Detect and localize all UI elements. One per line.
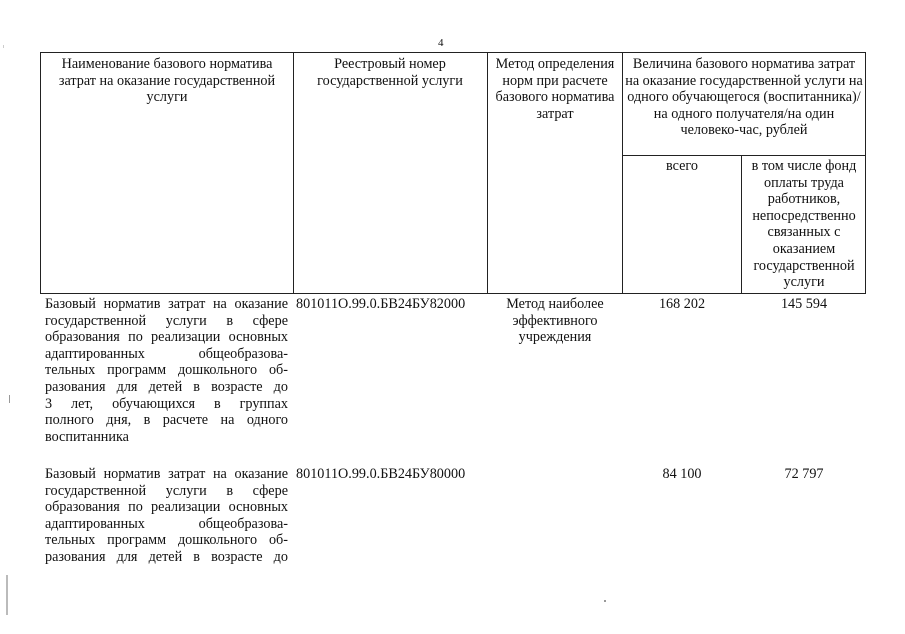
table-row-2-total: 84 100 — [662, 466, 702, 482]
header-bottom-border — [40, 293, 866, 294]
table-row-1-wage-fund: 145 594 — [780, 296, 828, 312]
scan-speck — [9, 395, 10, 403]
col-divider-3 — [622, 52, 623, 293]
table-right-border — [865, 52, 866, 293]
table-row-1-total: 168 202 — [658, 296, 706, 312]
col-divider-1 — [293, 52, 294, 293]
table-row-2-name: Базовый норматив затрат на оказание государственной услуги в сфере образования по реализации основных адаптированных общеобразова- тельных программ дошкольного об- разования для детей в возрасте до — [45, 466, 288, 565]
table-left-border — [40, 52, 41, 293]
table-row-1-registry: 801011О.99.0.БВ24БУ82000 — [296, 296, 466, 312]
subheader-divider — [622, 155, 866, 156]
table-row-1-method: Метод наиболее эффективного учреждения — [506, 296, 604, 346]
table-row-2-wage-fund: 72 797 — [784, 466, 824, 482]
page-number: 4 — [438, 37, 444, 49]
header-registry-number: Реестровый номер государственной услуги — [317, 56, 463, 89]
header-norm-value: Величина базового норматива затрат на оказание государственной услуги на одного обучающегося (воспитанника)/на одного получателя/на один человеко-час, рублей — [625, 56, 863, 139]
scan-speck — [604, 600, 606, 602]
table-row-2-registry: 801011О.99.0.БВ24БУ80000 — [296, 466, 466, 482]
scan-speck — [3, 45, 4, 48]
header-wage-fund: в том числе фонд оплаты труда работников, непосредственно связанных с оказанием государственной услуги — [751, 158, 857, 291]
header-total: всего — [666, 158, 698, 174]
header-method: Метод определения норм при расчете базового норматива затрат — [495, 56, 615, 122]
table-row-1-name: Базовый норматив затрат на оказание государственной услуги в сфере образования по реализации основных адаптированных общеобразова- тельных программ дошкольного об- разования для детей в возрасте до 3 лет, обучающихся в группах полного дня, в расчете на одного воспитанника — [45, 296, 288, 445]
header-service-name: Наименование базового норматива затрат на оказание государственной услуги — [58, 56, 276, 106]
col-divider-4 — [741, 155, 742, 293]
col-divider-2 — [487, 52, 488, 293]
table-top-border — [40, 52, 866, 53]
scan-speck — [6, 575, 8, 615]
